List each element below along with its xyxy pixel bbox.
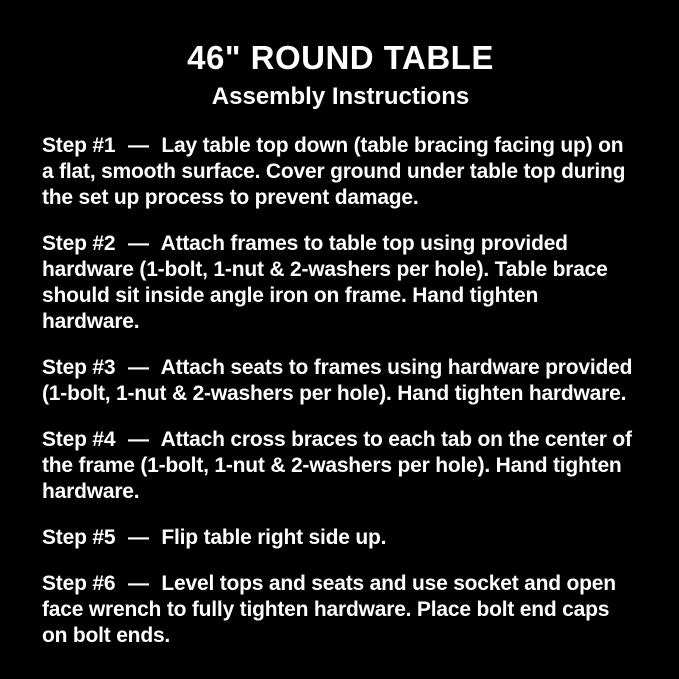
step-5-text: Flip table right side up. bbox=[161, 525, 387, 549]
step-2-dash: — bbox=[127, 231, 149, 255]
step-6-label: Step #6 bbox=[42, 571, 116, 595]
step-3-paragraph bbox=[42, 355, 639, 407]
page-subtitle: Assembly Instructions bbox=[211, 83, 470, 111]
step-3-dash: — bbox=[127, 355, 149, 379]
step-4-text: Attach cross braces to each tab on the center of the frame (1-bolt, 1-nut & 2-washers per hole). Hand tighten hardware. bbox=[42, 427, 632, 503]
step-3-text: Attach seats to frames using hardware provided (1-bolt, 1-nut & 2-washers per hole). Hand tighten hardware. bbox=[42, 355, 633, 405]
step-6-text: Level tops and seats and use socket and open face wrench to fully tighten hardware. Place bolt end caps on bolt ends. bbox=[42, 571, 616, 647]
step-6-paragraph bbox=[42, 571, 639, 649]
step-4-label: Step #4 bbox=[42, 427, 116, 451]
step-2-label: Step #2 bbox=[42, 231, 116, 255]
step-2-text: Attach frames to table top using provided hardware (1-bolt, 1-nut & 2-washers per hole). Table brace should sit inside angle iron on frame. Hand tighten hardware. bbox=[42, 231, 608, 333]
step-5-paragraph bbox=[42, 525, 639, 551]
page-title: 46" ROUND TABLE bbox=[187, 39, 494, 76]
header bbox=[42, 40, 639, 111]
step-5-label: Step #5 bbox=[42, 525, 116, 549]
step-4-paragraph bbox=[42, 427, 639, 505]
step-5-dash: — bbox=[127, 525, 149, 549]
step-6-dash: — bbox=[127, 571, 149, 595]
step-3-label: Step #3 bbox=[42, 355, 116, 379]
step-2-paragraph bbox=[42, 231, 639, 335]
step-1-text: Lay table top down (table bracing facing up) on a flat, smooth surface. Cover ground under table top during the set up process to prevent damage. bbox=[42, 133, 626, 209]
step-1-dash: — bbox=[127, 133, 149, 157]
step-4-dash: — bbox=[127, 427, 149, 451]
step-1-paragraph bbox=[42, 133, 639, 211]
step-1-label: Step #1 bbox=[42, 133, 116, 157]
steps-list bbox=[42, 133, 639, 649]
